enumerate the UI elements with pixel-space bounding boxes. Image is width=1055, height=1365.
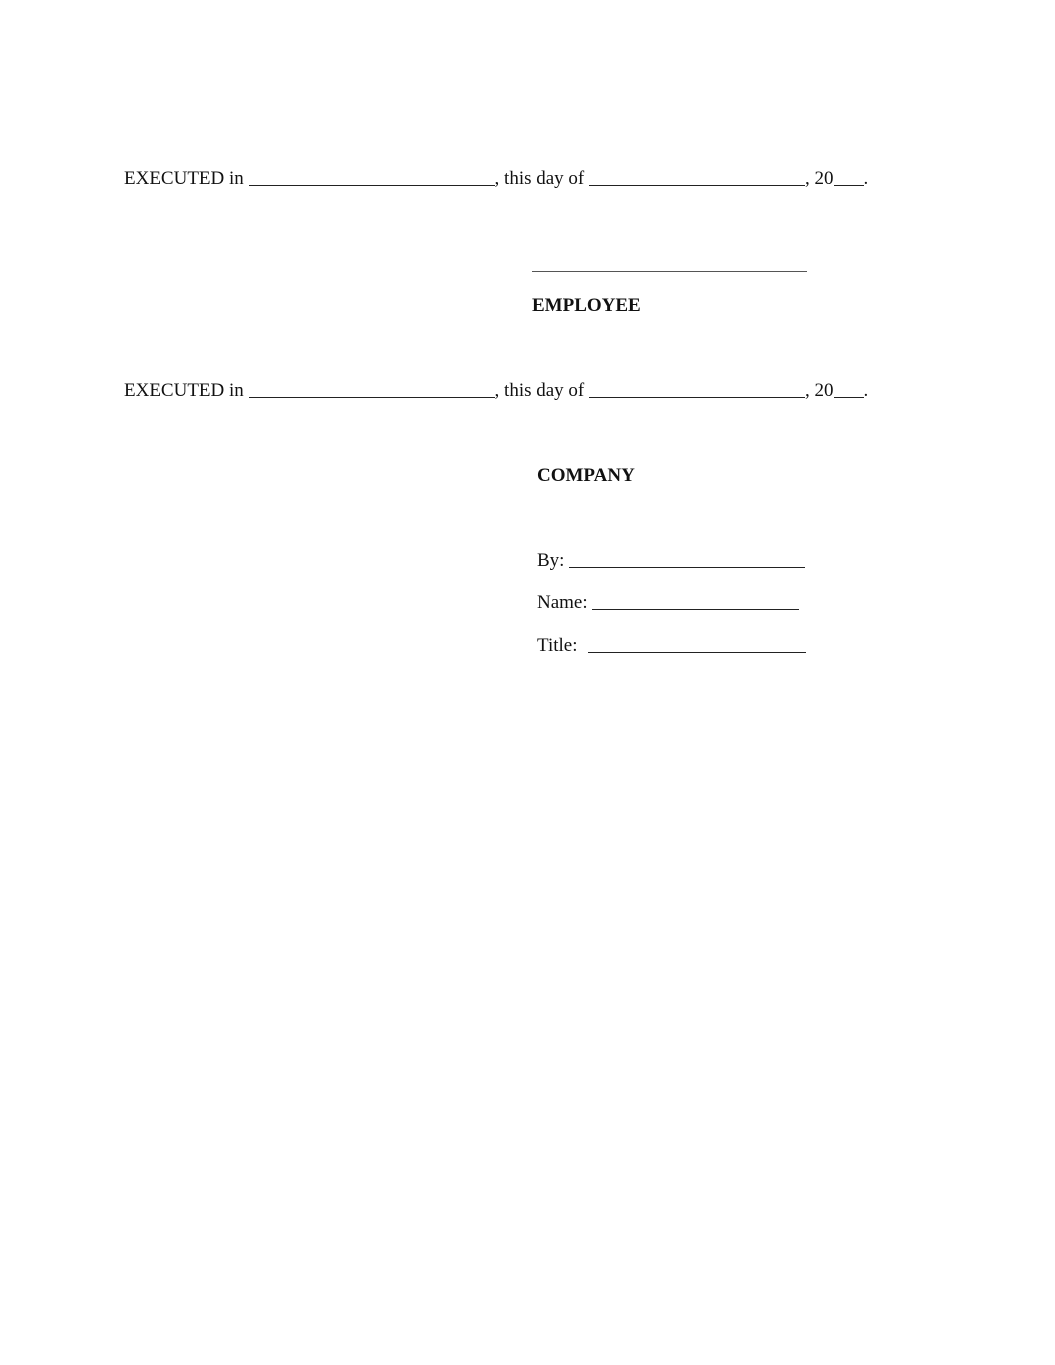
name-label: Name: — [537, 592, 588, 613]
by-label: By: — [537, 550, 565, 571]
period: . — [863, 380, 869, 401]
place-blank[interactable] — [249, 169, 495, 186]
company-label: COMPANY — [537, 465, 635, 486]
this-day-of-label: , this day of — [494, 168, 585, 189]
execution-line-1 — [124, 168, 868, 190]
date-blank[interactable] — [589, 169, 805, 186]
year-prefix-label: , 20 — [805, 168, 834, 189]
employee-signature-line[interactable] — [532, 271, 807, 272]
by-signature-blank[interactable] — [569, 551, 805, 568]
this-day-of-label: , this day of — [494, 380, 585, 401]
date-blank[interactable] — [589, 381, 805, 398]
title-blank[interactable] — [588, 636, 806, 653]
year-blank[interactable] — [834, 381, 864, 398]
year-prefix-label: , 20 — [805, 380, 834, 401]
execution-line-2 — [124, 380, 868, 402]
executed-in-label: EXECUTED in — [124, 168, 244, 189]
period: . — [863, 168, 869, 189]
company-title-row — [537, 635, 806, 657]
year-blank[interactable] — [834, 169, 864, 186]
executed-in-label: EXECUTED in — [124, 380, 244, 401]
place-blank[interactable] — [249, 381, 495, 398]
name-blank[interactable] — [592, 593, 799, 610]
employee-label: EMPLOYEE — [532, 295, 641, 316]
title-label: Title: — [537, 635, 578, 656]
company-by-row — [537, 550, 805, 572]
company-name-row — [537, 592, 799, 614]
